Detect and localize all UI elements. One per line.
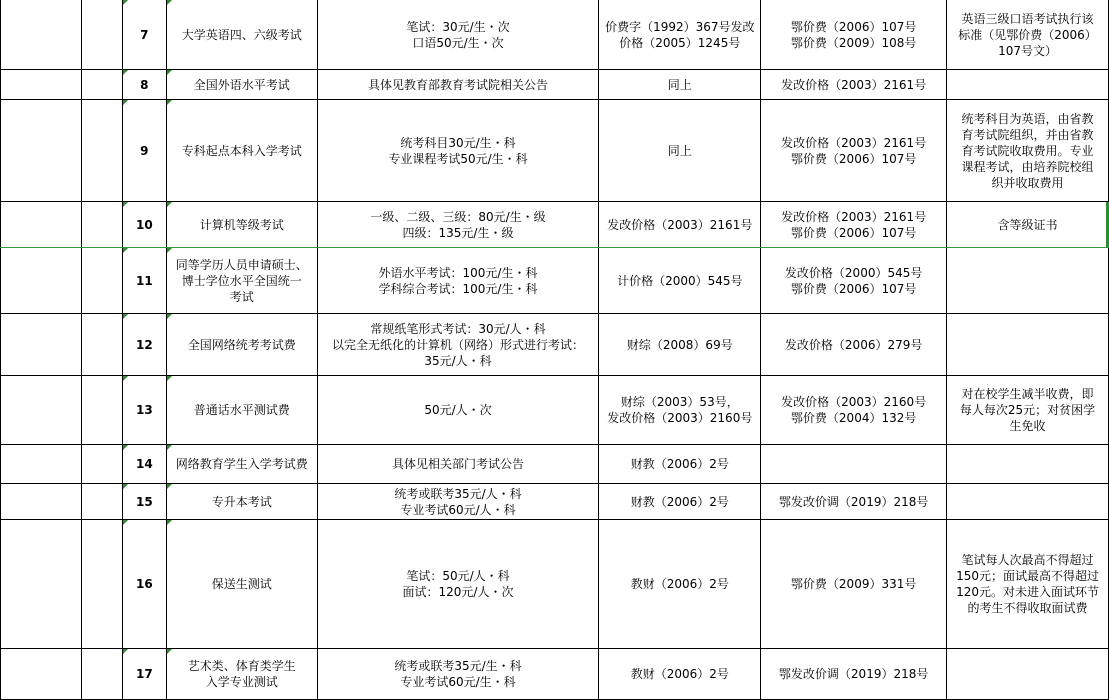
cell-text-line: 价格（2005）1245号 xyxy=(619,35,741,50)
cell-text-line: 四级：135元/生・级 xyxy=(402,225,514,240)
row-number: 7 xyxy=(140,27,149,42)
comment-marker-icon xyxy=(123,376,128,381)
basis-document-cell[interactable] xyxy=(599,314,761,376)
blank-cell-a[interactable] xyxy=(1,314,82,376)
cell-text-line: 120元。对未进入面试环节 xyxy=(956,585,1099,599)
exam-item-cell[interactable] xyxy=(166,484,317,520)
exam-item-cell[interactable] xyxy=(166,376,317,445)
cell-text-line: 博士学位水平全国统一 xyxy=(181,273,302,288)
note-cell[interactable] xyxy=(947,202,1109,248)
cell-text-line: 专业课程考试50元/生・科 xyxy=(388,151,528,166)
row-number-cell[interactable] xyxy=(122,484,166,520)
exam-item-cell[interactable] xyxy=(166,314,317,376)
cell-text-line: 标准（见鄂价费（2006） xyxy=(958,27,1097,42)
cell-text-line: 财教（2006）2号 xyxy=(630,494,729,509)
row-number: 15 xyxy=(135,494,153,509)
cell-text-line: 发改价格（2003）2161号 xyxy=(781,135,927,150)
cell-text-line: 发改价格（2003）2160号 xyxy=(607,411,753,425)
row-number-cell[interactable] xyxy=(122,445,166,484)
exam-item-cell[interactable] xyxy=(166,202,317,248)
cell-text-line: 统考科目为英语，由省教 xyxy=(961,111,1094,126)
cell-text-line: 发改价格（2000）545号 xyxy=(784,265,923,280)
table-row xyxy=(1,314,1109,376)
comment-marker-icon xyxy=(167,100,172,105)
cell-text-line: 以完全无纸化的计算机（网络）形式进行考试： xyxy=(332,337,585,352)
exam-item-cell[interactable] xyxy=(166,445,317,484)
row-number: 13 xyxy=(135,403,153,417)
cell-text-line: 统考科目30元/生・科 xyxy=(400,135,516,150)
cell-text-line: 普通话水平测试费 xyxy=(193,403,290,417)
comment-marker-icon xyxy=(167,376,172,381)
cell-text-line: 专科起点本科入学考试 xyxy=(181,143,302,158)
basis-document-cell[interactable] xyxy=(599,445,761,484)
comment-marker-icon xyxy=(167,445,172,450)
blank-cell-b[interactable] xyxy=(81,100,122,202)
row-number-cell[interactable] xyxy=(122,202,166,248)
blank-cell-a[interactable] xyxy=(1,649,82,700)
cell-text-line: 150元；面试最高不得超过 xyxy=(956,569,1099,583)
cell-text-line: 对在校学生减半收费，即 xyxy=(961,387,1094,401)
comment-marker-icon xyxy=(167,0,172,5)
basis-document-cell[interactable] xyxy=(599,70,761,100)
row-number-cell[interactable] xyxy=(122,376,166,445)
comment-marker-icon xyxy=(167,70,172,75)
row-number-cell[interactable] xyxy=(122,0,166,70)
cell-text-line: 鄂价费（2004）132号 xyxy=(790,411,917,425)
cell-text-line: 鄂价费（2006）107号 xyxy=(790,281,917,296)
row-number: 10 xyxy=(135,217,153,232)
blank-cell-b[interactable] xyxy=(81,202,122,248)
exam-item-cell[interactable] xyxy=(166,0,317,70)
table-row xyxy=(1,649,1109,700)
comment-marker-icon xyxy=(123,100,128,105)
cell-text-line: 英语三级口语考试执行该 xyxy=(961,11,1094,26)
comment-marker-icon xyxy=(123,202,128,207)
row-number-cell[interactable] xyxy=(122,100,166,202)
cell-text-line: 发改价格（2003）2161号 xyxy=(781,209,927,224)
table-row xyxy=(1,70,1109,100)
note-cell[interactable] xyxy=(947,100,1109,202)
row-number-cell[interactable] xyxy=(122,70,166,100)
approval-document-cell[interactable] xyxy=(761,70,947,100)
fee-standard-cell[interactable] xyxy=(317,649,599,700)
cell-text-line: 笔试：30元/生・次 xyxy=(406,19,510,34)
cell-text-line: 鄂发改价调（2019）218号 xyxy=(778,494,929,509)
cell-text-line: 鄂发改价调（2019）218号 xyxy=(778,667,929,681)
approval-document-cell[interactable] xyxy=(761,484,947,520)
comment-marker-icon xyxy=(123,649,128,654)
blank-cell-a[interactable] xyxy=(1,484,82,520)
blank-cell-b[interactable] xyxy=(81,70,122,100)
approval-document-cell[interactable] xyxy=(761,520,947,649)
table-row xyxy=(1,520,1109,649)
cell-text-line: 同上 xyxy=(667,77,692,92)
fee-standard-cell[interactable] xyxy=(317,100,599,202)
exam-item-cell[interactable] xyxy=(166,70,317,100)
cell-text-line: 教财（2006）2号 xyxy=(630,577,729,591)
cell-text-line: 价费字（1992）367号发改 xyxy=(605,19,755,34)
comment-marker-icon xyxy=(123,70,128,75)
blank-cell-a[interactable] xyxy=(1,248,82,314)
row-number: 8 xyxy=(140,77,149,92)
comment-marker-icon xyxy=(123,520,128,525)
approval-document-cell[interactable] xyxy=(761,649,947,700)
cell-text-line: 鄂价费（2006）107号 xyxy=(790,151,917,166)
cell-text-line: 课程考试，由培养院校组 xyxy=(961,159,1094,174)
table-row xyxy=(1,248,1109,314)
table-row xyxy=(1,484,1109,520)
blank-cell-b[interactable] xyxy=(81,445,122,484)
row-number: 14 xyxy=(135,457,153,471)
fee-standard-cell[interactable] xyxy=(317,484,599,520)
fee-standard-cell[interactable] xyxy=(317,376,599,445)
approval-document-cell[interactable] xyxy=(761,376,947,445)
approval-document-cell[interactable] xyxy=(761,445,947,484)
cell-text-line: 鄂价费（2009）108号 xyxy=(790,35,917,50)
cell-text-line: 大学英语四、六级考试 xyxy=(181,27,302,42)
cell-text-line: 织并收取费用 xyxy=(991,175,1064,190)
basis-document-cell[interactable] xyxy=(599,649,761,700)
blank-cell-b[interactable] xyxy=(81,649,122,700)
blank-cell-b[interactable] xyxy=(81,314,122,376)
table-row xyxy=(1,100,1109,202)
fee-standard-cell[interactable] xyxy=(317,314,599,376)
table-row xyxy=(1,202,1109,248)
basis-document-cell[interactable] xyxy=(599,202,761,248)
cell-text-line: 统考或联考35元/人・科 xyxy=(394,486,522,501)
cell-text-line: 口语50元/生・次 xyxy=(412,35,504,50)
cell-text-line: 专业考试60元/人・科 xyxy=(400,502,516,517)
approval-document-cell[interactable] xyxy=(761,100,947,202)
cell-text-line: 的考生不得收取面试费 xyxy=(967,601,1088,615)
basis-document-cell[interactable] xyxy=(599,484,761,520)
approval-document-cell[interactable] xyxy=(761,202,947,248)
blank-cell-a[interactable] xyxy=(1,100,82,202)
cell-text-line: 统考或联考35元/生・科 xyxy=(394,659,522,673)
fee-standard-cell[interactable] xyxy=(317,0,599,70)
comment-marker-icon xyxy=(167,520,172,525)
row-number: 9 xyxy=(140,143,149,158)
note-cell[interactable] xyxy=(947,484,1109,520)
cell-text-line: 面试：120元/人・次 xyxy=(402,585,514,599)
blank-cell-a[interactable] xyxy=(1,202,82,248)
cell-text-line: 学科综合考试：100元/生・科 xyxy=(378,281,538,296)
fee-standard-cell[interactable] xyxy=(317,445,599,484)
cell-text-line: 入学专业测试 xyxy=(205,675,278,689)
fee-standard-cell[interactable] xyxy=(317,520,599,649)
cell-text-line: 同等学历人员申请硕士、 xyxy=(175,257,308,272)
comment-marker-icon xyxy=(167,314,172,319)
basis-document-cell[interactable] xyxy=(599,520,761,649)
cell-text-line: 专升本考试 xyxy=(211,494,272,509)
comment-marker-icon xyxy=(123,445,128,450)
fee-standard-cell[interactable] xyxy=(317,202,599,248)
comment-marker-icon xyxy=(167,649,172,654)
blank-cell-a[interactable] xyxy=(1,376,82,445)
cell-text-line: 生免收 xyxy=(1009,419,1046,433)
blank-cell-b[interactable] xyxy=(81,376,122,445)
exam-item-cell[interactable] xyxy=(166,248,317,314)
cell-text-line: 财教（2006）2号 xyxy=(630,457,729,471)
blank-cell-a[interactable] xyxy=(1,520,82,649)
cell-text-line: 发改价格（2003）2161号 xyxy=(781,77,927,92)
exam-item-cell[interactable] xyxy=(166,100,317,202)
cell-text-line: 一级、二级、三级：80元/生・级 xyxy=(370,209,546,224)
cell-text-line: 107号文） xyxy=(998,43,1057,58)
fee-standard-cell[interactable] xyxy=(317,248,599,314)
comment-marker-icon xyxy=(167,202,172,207)
cell-text-line: 全国网络统考考试费 xyxy=(187,337,296,352)
cell-text-line: 育考试院组织，并由省教 xyxy=(961,127,1094,142)
note-cell[interactable] xyxy=(947,248,1109,314)
basis-document-cell[interactable] xyxy=(599,100,761,202)
cell-text-line: 具体见教育部教育考试院相关公告 xyxy=(368,77,549,92)
cell-text-line: 同上 xyxy=(667,143,692,158)
approval-document-cell[interactable] xyxy=(761,0,947,70)
cell-text-line: 教财（2006）2号 xyxy=(630,667,729,681)
row-number-cell[interactable] xyxy=(122,314,166,376)
basis-document-cell[interactable] xyxy=(599,248,761,314)
cell-text-line: 全国外语水平考试 xyxy=(193,77,290,92)
cell-text-line: 计价格（2000）545号 xyxy=(617,273,743,288)
comment-marker-icon xyxy=(123,0,128,5)
cell-text-line: 鄂价费（2009）331号 xyxy=(790,577,917,591)
cell-text-line: 艺术类、体育类学生 xyxy=(187,659,296,673)
cell-text-line: 鄂价费（2006）107号 xyxy=(790,19,917,34)
approval-document-cell[interactable] xyxy=(761,248,947,314)
cell-text-line: 网络教育学生入学考试费 xyxy=(175,457,308,471)
exam-item-cell[interactable] xyxy=(166,520,317,649)
comment-marker-icon xyxy=(167,484,172,489)
cell-text-line: 财综（2008）69号 xyxy=(626,337,733,352)
row-number: 17 xyxy=(135,667,153,681)
cell-text-line: 常规纸笔形式考试：30元/人・科 xyxy=(370,321,546,336)
note-cell[interactable] xyxy=(947,70,1109,100)
row-number: 11 xyxy=(135,273,153,288)
note-cell[interactable] xyxy=(947,314,1109,376)
cell-text-line: 育考试院收取费用。专业 xyxy=(961,143,1094,158)
cell-text-line: 含等级证书 xyxy=(997,217,1058,232)
cell-text-line: 笔试：50元/人・科 xyxy=(406,569,510,583)
blank-cell-b[interactable] xyxy=(81,520,122,649)
cell-text-line: 外语水平考试：100元/生・科 xyxy=(378,265,538,280)
cell-text-line: 发改价格（2003）2160号 xyxy=(781,395,927,409)
basis-document-cell[interactable] xyxy=(599,376,761,445)
comment-marker-icon xyxy=(123,484,128,489)
cell-text-line: 考试 xyxy=(229,289,254,304)
row-number-cell[interactable] xyxy=(122,248,166,314)
cell-text-line: 35元/人・科 xyxy=(424,353,492,368)
basis-document-cell[interactable] xyxy=(599,0,761,70)
blank-cell-a[interactable] xyxy=(1,70,82,100)
row-number-cell[interactable] xyxy=(122,520,166,649)
cell-text-line: 财综（2003）53号， xyxy=(620,395,739,409)
table-row xyxy=(1,445,1109,484)
note-cell[interactable] xyxy=(947,0,1109,70)
table-row xyxy=(1,0,1109,70)
blank-cell-b[interactable] xyxy=(81,0,122,70)
blank-cell-a[interactable] xyxy=(1,445,82,484)
cell-text-line: 笔试每人次最高不得超过 xyxy=(961,553,1094,567)
table-row xyxy=(1,376,1109,445)
comment-marker-icon xyxy=(123,248,128,253)
cell-text-line: 发改价格（2003）2161号 xyxy=(607,217,753,232)
cell-text-line: 计算机等级考试 xyxy=(199,217,284,232)
blank-cell-b[interactable] xyxy=(81,248,122,314)
cell-text-line: 发改价格（2006）279号 xyxy=(784,337,923,352)
cell-text-line: 鄂价费（2006）107号 xyxy=(790,225,917,240)
cell-text-line: 专业考试60元/生・科 xyxy=(400,675,516,689)
exam-item-cell[interactable] xyxy=(166,649,317,700)
cell-text-line: 具体见相关部门考试公告 xyxy=(392,457,525,471)
note-cell[interactable] xyxy=(947,445,1109,484)
row-number-cell[interactable] xyxy=(122,649,166,700)
fee-standard-cell[interactable] xyxy=(317,70,599,100)
row-number: 12 xyxy=(135,337,153,352)
blank-cell-b[interactable] xyxy=(81,484,122,520)
cell-text-line: 保送生测试 xyxy=(211,577,272,591)
cell-text-line: 每人每次25元；对贫困学 xyxy=(959,403,1096,417)
comment-marker-icon xyxy=(123,314,128,319)
note-cell[interactable] xyxy=(947,520,1109,649)
blank-cell-a[interactable] xyxy=(1,0,82,70)
note-cell[interactable] xyxy=(947,376,1109,445)
cell-text-line: 50元/人・次 xyxy=(424,403,492,417)
row-number: 16 xyxy=(135,577,153,591)
approval-document-cell[interactable] xyxy=(761,314,947,376)
comment-marker-icon xyxy=(167,248,172,253)
note-cell[interactable] xyxy=(947,649,1109,700)
